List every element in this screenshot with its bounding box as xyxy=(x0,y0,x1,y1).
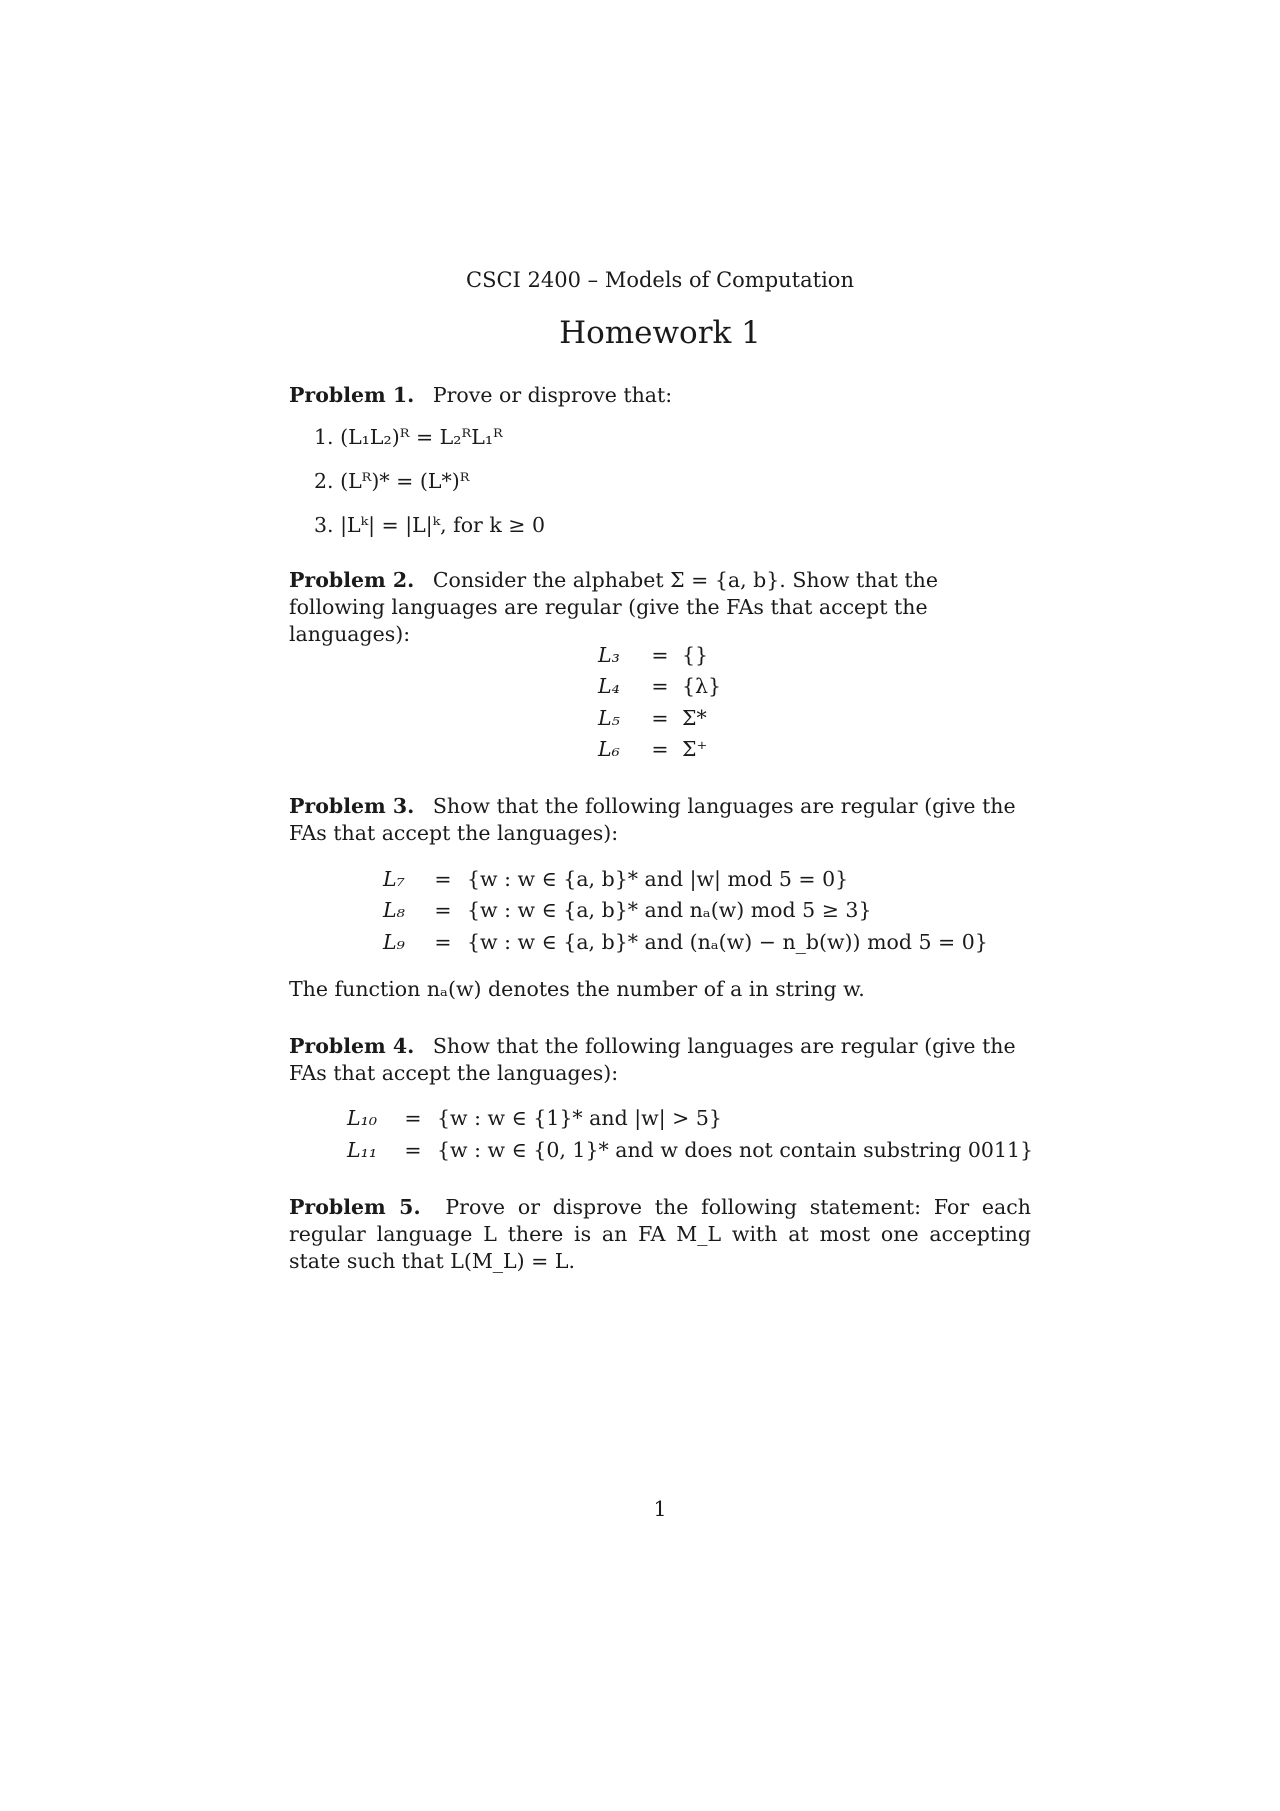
equation-rhs: {w : w ∈ {a, b}* and nₐ(w) mod 5 ≥ 3} xyxy=(467,898,872,922)
equation-op: = xyxy=(651,737,669,761)
equation-lhs: L₁₁ xyxy=(347,1138,378,1162)
equation-rhs: {w : w ∈ {a, b}* and (nₐ(w) − n_b(w)) mod 5 = 0} xyxy=(467,930,988,954)
problem-3-label: Problem 3. xyxy=(289,794,415,818)
problem-1-item-2: 2. (Lᴿ)* = (L*)ᴿ xyxy=(314,469,470,493)
problem-5-label: Problem 5. xyxy=(289,1195,421,1219)
equation-rhs: Σ* xyxy=(682,706,707,730)
problem-2-label: Problem 2. xyxy=(289,568,415,592)
problem-1 xyxy=(289,382,1031,409)
equation-op: = xyxy=(404,1138,422,1162)
equation-op: = xyxy=(434,867,452,891)
equation-lhs: L₃ xyxy=(598,643,620,667)
equation-row xyxy=(383,898,872,922)
problem-3-text: Show that the following languages are regular (give the FAs that accept the languages): xyxy=(289,794,1016,845)
problem-2-text: Consider the alphabet Σ = {a, b}. Show that the following languages are regular (give the FAs that accept the languages): xyxy=(289,568,938,646)
equation-op: = xyxy=(434,930,452,954)
problem-5 xyxy=(289,1194,1031,1275)
equation-lhs: L₆ xyxy=(598,737,620,761)
equation-lhs: L₉ xyxy=(383,930,405,954)
equation-lhs: L₈ xyxy=(383,898,405,922)
homework-title: Homework 1 xyxy=(559,315,761,351)
equation-op: = xyxy=(651,706,669,730)
problem-1-text: Prove or disprove that: xyxy=(432,383,673,407)
equation-row xyxy=(598,706,707,730)
equation-rhs: {w : w ∈ {0, 1}* and w does not contain substring 0011} xyxy=(437,1138,1034,1162)
problem-5-text: Prove or disprove the following statement: For each regular language L there is an FA M_L with at most one accepting state such that L(M_L) = L. xyxy=(289,1195,1031,1273)
problem-3-note: The function nₐ(w) denotes the number of a in string w. xyxy=(289,977,865,1001)
equation-rhs: {w : w ∈ {a, b}* and |w| mod 5 = 0} xyxy=(467,867,849,891)
problem-1-item-1: 1. (L₁L₂)ᴿ = L₂ᴿL₁ᴿ xyxy=(314,425,503,449)
equation-rhs: {λ} xyxy=(682,674,722,698)
equation-row xyxy=(598,737,707,761)
equation-op: = xyxy=(404,1106,422,1130)
equation-row xyxy=(383,930,988,954)
problem-3 xyxy=(289,793,1031,847)
page-number: 1 xyxy=(653,1497,667,1521)
course-title: CSCI 2400 – Models of Computation xyxy=(466,268,854,292)
problem-4-label: Problem 4. xyxy=(289,1034,415,1058)
equation-op: = xyxy=(651,643,669,667)
problem-4 xyxy=(289,1033,1031,1087)
equation-rhs: Σ⁺ xyxy=(682,737,708,761)
problem-4-text: Show that the following languages are regular (give the FAs that accept the languages): xyxy=(289,1034,1016,1085)
equation-lhs: L₁₀ xyxy=(347,1106,378,1130)
problem-2 xyxy=(289,567,1031,648)
equation-rhs: {w : w ∈ {1}* and |w| > 5} xyxy=(437,1106,722,1130)
equation-row xyxy=(347,1106,722,1130)
equation-row xyxy=(598,674,721,698)
equation-rhs: {} xyxy=(682,643,709,667)
problem-1-label: Problem 1. xyxy=(289,383,415,407)
equation-op: = xyxy=(434,898,452,922)
equation-lhs: L₄ xyxy=(598,674,620,698)
equation-row xyxy=(598,643,708,667)
problem-1-item-3: 3. |Lᵏ| = |L|ᵏ, for k ≥ 0 xyxy=(314,513,546,537)
equation-lhs: L₇ xyxy=(383,867,405,891)
equation-row xyxy=(383,867,848,891)
equation-op: = xyxy=(651,674,669,698)
equation-row xyxy=(347,1138,1033,1162)
equation-lhs: L₅ xyxy=(598,706,620,730)
